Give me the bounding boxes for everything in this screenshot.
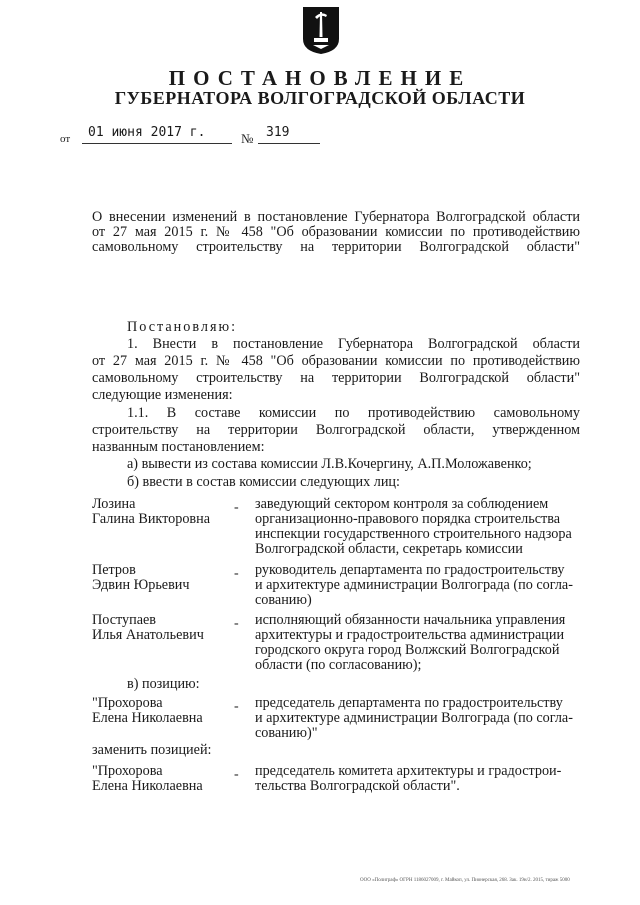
position-new-role-line: председатель комитета архитектуры и градострои- <box>255 763 562 779</box>
member-role-line: сованию) <box>255 592 312 608</box>
position-new-dash: - <box>234 767 239 782</box>
member-given-name: Эдвин Юрьевич <box>92 577 190 593</box>
position-old-role-line: и архитектуре администрации Волгограда (по согла- <box>255 710 573 726</box>
document-title: ПОСТАНОВЛЕНИЕ <box>168 66 472 90</box>
date-underline <box>82 143 232 144</box>
position-new-surname: "Прохорова <box>92 763 163 779</box>
member-dash: - <box>234 500 239 515</box>
number-prefix: № <box>241 131 254 146</box>
item-b: б) ввести в состав комиссии следующих лиц: <box>127 474 400 490</box>
member-role-line: и архитектуре администрации Волгограда (по согла- <box>255 577 573 593</box>
number-underline <box>258 143 320 144</box>
item-a: а) вывести из состава комиссии Л.В.Кочергину, А.П.Моложавенко; <box>127 456 532 472</box>
point-1-line: самовольному строительству на территории Волгоградской области" <box>92 370 580 386</box>
member-role-line: городского округа город Волжский Волгоградской <box>255 642 560 658</box>
member-role-line: исполняющий обязанности начальника управления <box>255 612 566 628</box>
member-surname: Лозина <box>92 496 136 512</box>
point-1-line: следующие изменения: <box>92 387 233 403</box>
position-old-given-name: Елена Николаевна <box>92 710 203 726</box>
point-1-line: 1. Внести в постановление Губернатора Волгоградской области <box>127 336 580 352</box>
position-new-given-name: Елена Николаевна <box>92 778 203 794</box>
subject-line: от 27 мая 2015 г. № 458 "Об образовании комиссии по противодействию <box>92 224 580 240</box>
coat-of-arms-emblem <box>301 5 341 55</box>
item-c: в) позицию: <box>127 676 200 692</box>
member-role-line: руководитель департамента по градостроительству <box>255 562 565 578</box>
member-role-line: Волгоградской области, секретарь комиссии <box>255 541 523 557</box>
point-1-1-line: названным постановлением: <box>92 439 265 455</box>
member-role-line: области (по согласованию); <box>255 657 422 673</box>
point-1-1-line: 1.1. В составе комиссии по противодействию самовольному <box>127 405 580 421</box>
document-date: 01 июня 2017 г. <box>88 125 206 140</box>
position-old-dash: - <box>234 699 239 714</box>
point-1-line: от 27 мая 2015 г. № 458 "Об образовании комиссии по противодействию <box>92 353 580 369</box>
member-given-name: Галина Викторовна <box>92 511 211 527</box>
member-surname: Петров <box>92 562 136 578</box>
member-role-line: организационно-правового порядка строительства <box>255 511 561 527</box>
member-role-line: инспекции государственного строительного надзора <box>255 526 572 542</box>
printer-imprint: ООО «Полиграф» ОГРН 1186027009, г. Майкоп, ул. Пионерская, 268. Зак. 19н/2. 2015, тираж 5000 <box>360 878 570 883</box>
point-1-1-line: строительству на территории Волгоградской области, утвержденном <box>92 422 580 438</box>
subject-line: самовольному строительству на территории Волгоградской области" <box>92 239 580 255</box>
member-role-line: заведующий сектором контроля за соблюдением <box>255 496 549 512</box>
document-subtitle: ГУБЕРНАТОРА ВОЛГОГРАДСКОЙ ОБЛАСТИ <box>114 88 526 108</box>
member-given-name: Илья Анатольевич <box>92 627 204 643</box>
member-dash: - <box>234 616 239 631</box>
subject-line: О внесении изменений в постановление Губернатора Волгоградской области <box>92 209 580 225</box>
member-role-line: архитектуры и градостроительства администрации <box>255 627 565 643</box>
replace-label: заменить позицией: <box>92 742 212 758</box>
member-surname: Поступаев <box>92 612 156 628</box>
position-old-role-line: сованию)" <box>255 725 318 741</box>
member-dash: - <box>234 566 239 581</box>
date-prefix: от <box>60 133 71 145</box>
position-old-surname: "Прохорова <box>92 695 163 711</box>
document-number: 319 <box>266 125 290 140</box>
position-new-role-line: тельства Волгоградской области". <box>255 778 460 794</box>
position-old-role-line: председатель департамента по градостроительству <box>255 695 563 711</box>
decree-heading: Постановляю: <box>127 319 238 335</box>
